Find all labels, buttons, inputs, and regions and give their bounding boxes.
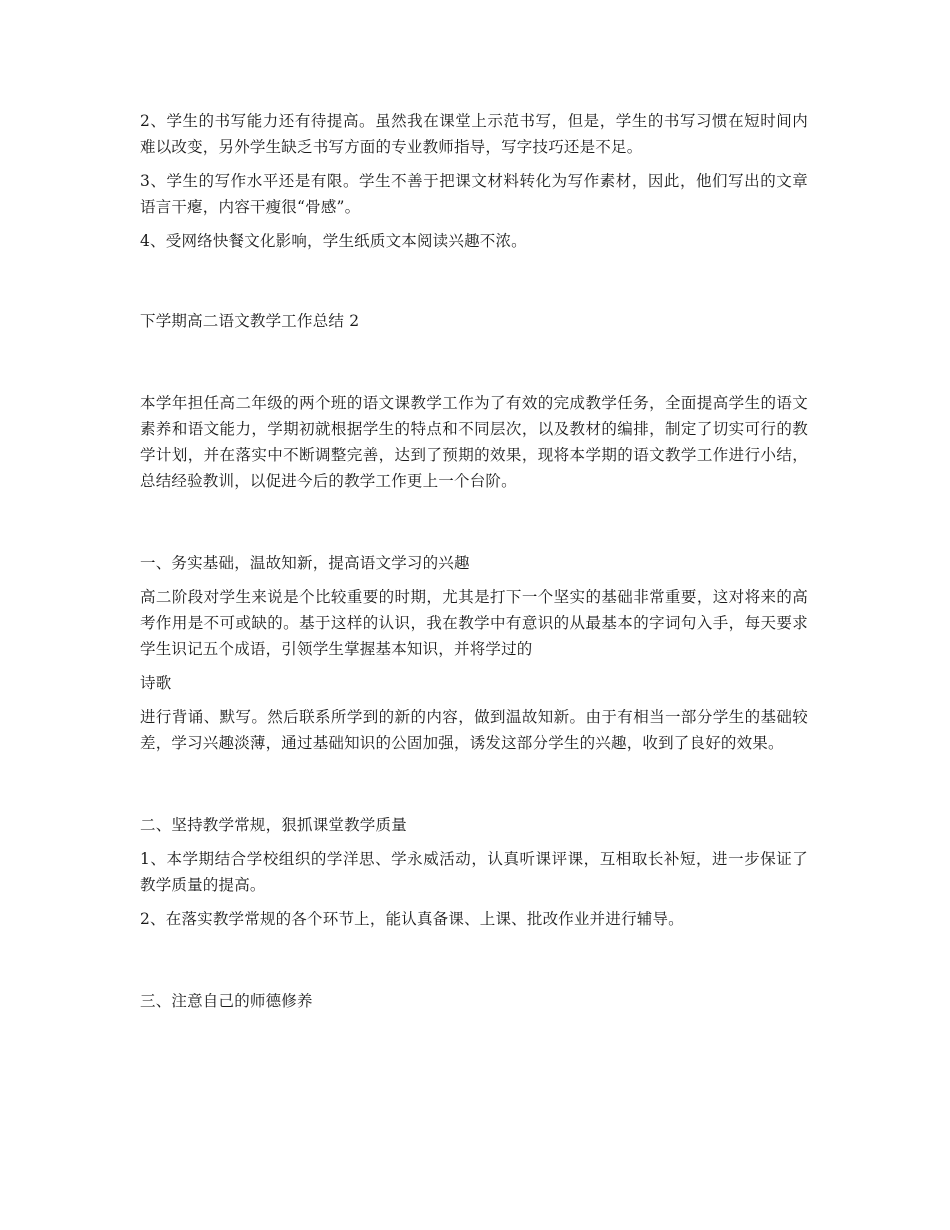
section-heading-2: 二、坚持教学常规，狠抓课堂教学质量 bbox=[140, 816, 407, 834]
paragraph-section2-a: 1、本学期结合学校组织的学洋思、学永威活动，认真听课评课，互相取长补短，进一步保证了教学质量的提高。 bbox=[140, 850, 808, 894]
section-heading-1: 一、务实基础，温故知新，提高语文学习的兴趣 bbox=[140, 554, 470, 572]
section-heading-3: 三、注意自己的师德修养 bbox=[140, 992, 313, 1010]
paragraph-intro: 本学年担任高二年级的两个班的语文课教学工作为了有效的完成教学任务，全面提高学生的语文素养和语文能力，学期初就根据学生的特点和不同层次，以及教材的编排，制定了切实可行的教学计划，并在落实中不断调整完善，达到了预期的效果，现将本学期的语文教学工作进行小结，总结经验教训，以促进今后的教学工作更上一个台阶。 bbox=[140, 394, 808, 490]
paragraph-section2-b: 2、在落实教学常规的各个环节上，能认真备课、上课、批改作业并进行辅导。 bbox=[140, 910, 684, 928]
paragraph-section1-a: 高二阶段对学生来说是个比较重要的时期，尤其是打下一个坚实的基础非常重要，这对将来的高考作用是不可或缺的。基于这样的认识，我在教学中有意识的从最基本的字词句入手，每天要求学生识记五个成语，引领学生掌握基本知识，并将学过的 bbox=[140, 588, 808, 658]
document-title: 下学期高二语文教学工作总结 2 bbox=[140, 312, 360, 330]
paragraph-reading-interest: 4、受网络快餐文化影响，学生纸质文本阅读兴趣不浓。 bbox=[140, 232, 527, 250]
paragraph-writing-level: 3、学生的写作水平还是有限。学生不善于把课文材料转化为写作素材，因此，他们写出的文章语言干瘪，内容干瘦很“骨感”。 bbox=[140, 172, 808, 216]
paragraph-handwriting: 2、学生的书写能力还有待提高。虽然我在课堂上示范书写，但是，学生的书写习惯在短时间内难以改变，另外学生缺乏书写方面的专业教师指导，写字技巧还是不足。 bbox=[140, 112, 808, 156]
paragraph-section1-c: 进行背诵、默写。然后联系所学到的新的内容，做到温故知新。由于有相当一部分学生的基础较差，学习兴趣淡薄，通过基础知识的公固加强，诱发这部分学生的兴趣，收到了良好的效果。 bbox=[140, 708, 808, 752]
paragraph-section1-b: 诗歌 bbox=[140, 674, 172, 692]
document-body bbox=[140, 108, 808, 1014]
